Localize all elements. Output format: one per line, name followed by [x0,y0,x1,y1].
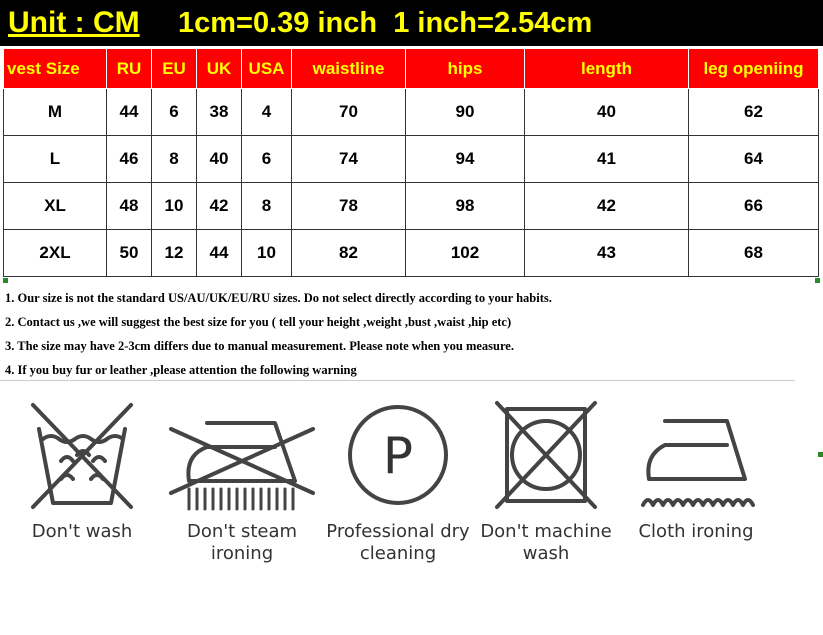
notes-list [5,286,795,382]
table-cell: 42 [525,183,689,230]
table-cell: 44 [197,230,242,277]
column-header: EU [152,49,197,89]
professional-dry-cleaning-icon [343,395,453,515]
table-cell: 8 [152,136,197,183]
table-row [4,230,819,277]
table-cell: XL [4,183,107,230]
care-symbol-professional-dry-cleaning [318,395,478,565]
care-label: Don't machine wash [480,521,612,564]
divider [0,380,795,381]
corner-marker [818,452,823,457]
dry-clean-letter: P [382,427,414,485]
table-cell: 40 [525,89,689,136]
conversion-text: 1cm=0.39 inch 1 inch=2.54cm [178,7,593,39]
table-cell: 8 [242,183,292,230]
no-wash-icon [27,395,137,515]
table-cell: 50 [107,230,152,277]
table-cell: 68 [689,230,819,277]
care-label: Don't wash [31,521,133,542]
table-row [4,136,819,183]
table-cell: 41 [525,136,689,183]
table-cell: 43 [525,230,689,277]
column-header: RU [107,49,152,89]
column-header: length [525,49,689,89]
corner-marker [815,278,820,283]
cloth-ironing-icon [631,395,761,515]
table-row [4,89,819,136]
table-cell: 82 [292,230,406,277]
size-table [3,48,819,277]
table-cell: 40 [197,136,242,183]
table-cell: 4 [242,89,292,136]
table-cell: L [4,136,107,183]
unit-banner [0,0,823,46]
table-cell: 70 [292,89,406,136]
column-header: UK [197,49,242,89]
care-symbol-no-wash [2,395,162,543]
note-item: 4. If you buy fur or leather ,please attention the following warning [5,363,357,377]
table-cell: 102 [406,230,525,277]
care-symbol-no-steam-ironing [162,395,322,565]
corner-marker [3,278,8,283]
column-header: vest Size [4,49,107,89]
column-header: waistline [292,49,406,89]
table-cell: 12 [152,230,197,277]
table-cell: M [4,89,107,136]
care-label: Professional dry cleaning [326,521,470,564]
table-cell: 90 [406,89,525,136]
care-symbol-no-machine-wash [466,395,626,565]
table-cell: 94 [406,136,525,183]
column-header: leg openiing [689,49,819,89]
table-cell: 42 [197,183,242,230]
table-cell: 66 [689,183,819,230]
table-cell: 6 [242,136,292,183]
table-cell: 64 [689,136,819,183]
table-cell: 74 [292,136,406,183]
unit-label: Unit : CM [8,6,140,39]
table-cell: 62 [689,89,819,136]
care-symbol-cloth-ironing [616,395,776,543]
table-cell: 38 [197,89,242,136]
table-cell: 10 [152,183,197,230]
column-header: hips [406,49,525,89]
table-cell: 10 [242,230,292,277]
note-item: 2. Contact us ,we will suggest the best size for you ( tell your height ,weight ,bust ,waist ,hip etc) [5,315,512,329]
no-machine-wash-icon [491,395,601,515]
care-label: Don't steam ironing [186,521,298,564]
table-row [4,183,819,230]
table-cell: 98 [406,183,525,230]
table-cell: 44 [107,89,152,136]
care-label: Cloth ironing [638,521,754,542]
table-cell: 48 [107,183,152,230]
note-item: 1. Our size is not the standard US/AU/UK/EU/RU sizes. Do not select directly according to your habits. [5,291,552,305]
note-item: 3. The size may have 2-3cm differs due to manual measurement. Please note when you measure. [5,339,514,353]
table-cell: 6 [152,89,197,136]
column-header: USA [242,49,292,89]
table-header-row [4,49,819,89]
table-cell: 78 [292,183,406,230]
table-cell: 2XL [4,230,107,277]
table-cell: 46 [107,136,152,183]
no-steam-ironing-icon [167,395,317,515]
